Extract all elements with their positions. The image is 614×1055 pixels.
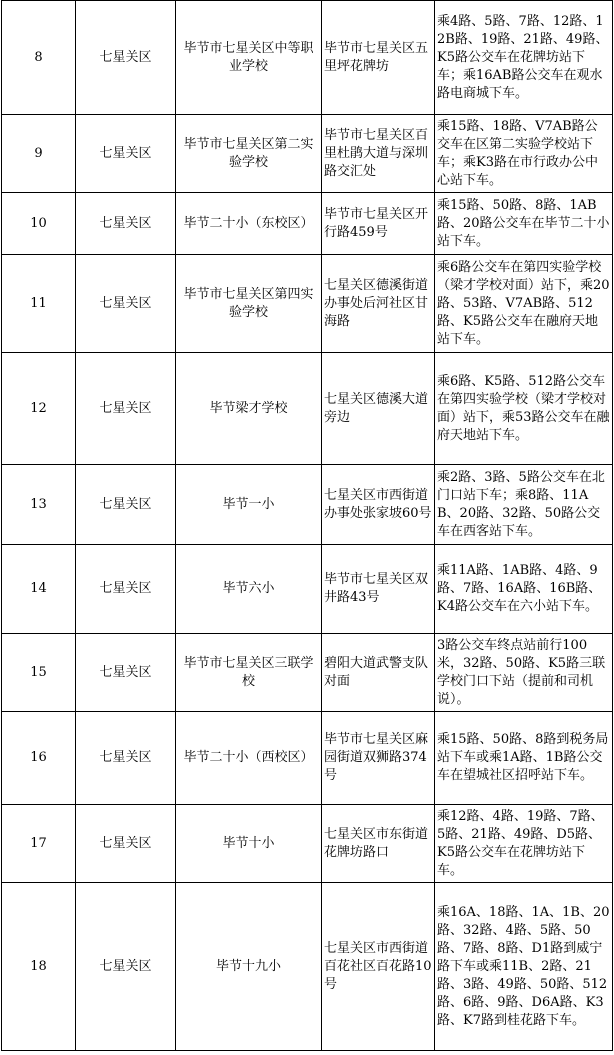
address-cell: 七星关区德溪街道办事处后河社区甘海路 [322, 255, 435, 353]
table-row [2, 805, 613, 883]
table-row [2, 634, 613, 712]
row-number: 9 [2, 115, 76, 193]
address-cell: 毕节市七星关区双井路43号 [322, 545, 435, 634]
row-number: 16 [2, 712, 76, 805]
district-cell: 七星关区 [76, 805, 176, 883]
school-cell: 毕节二十小（西校区） [176, 712, 322, 805]
row-number: 11 [2, 255, 76, 353]
address-cell: 毕节市七星关区五里坪花牌坊 [322, 1, 435, 115]
route-cell: 乘4路、5路、7路、12路、12B路、19路、21路、49路、K5路公交车在花牌坊站下车；乘16AB路公交车在观水路电商城下车。 [435, 1, 613, 115]
school-cell: 毕节市七星关区第四实验学校 [176, 255, 322, 353]
route-cell: 乘12路、4路、19路、7路、5路、21路、49路、D5路、K5路公交车在花牌坊站下车。 [435, 805, 613, 883]
address-cell: 毕节市七星关区开行路459号 [322, 193, 435, 255]
address-cell: 碧阳大道武警支队对面 [322, 634, 435, 712]
row-number: 13 [2, 465, 76, 545]
row-number: 18 [2, 883, 76, 1051]
route-cell: 乘15路、18路、V7AB路公交车在区第二实验学校站下车；乘K3路在市行政办公中心站下车。 [435, 115, 613, 193]
school-cell: 毕节梁才学校 [176, 353, 322, 465]
table-row [2, 193, 613, 255]
route-cell: 乘11A路、1AB路、4路、9路、7路、16A路、16B路、K4路公交车在六小站下车。 [435, 545, 613, 634]
address-cell: 七星关区德溪大道旁边 [322, 353, 435, 465]
district-cell: 七星关区 [76, 883, 176, 1051]
row-number: 15 [2, 634, 76, 712]
district-cell: 七星关区 [76, 465, 176, 545]
district-cell: 七星关区 [76, 255, 176, 353]
bus-route-table [1, 0, 613, 1051]
table-row [2, 353, 613, 465]
route-cell: 乘6路公交车在第四实验学校（梁才学校对面）站下，乘20路、53路、V7AB路、512路、K5路公交车在融府天地站下车。 [435, 255, 613, 353]
school-cell: 毕节市七星关区中等职业学校 [176, 1, 322, 115]
address-cell: 毕节市七星关区麻园街道双狮路374号 [322, 712, 435, 805]
table-row [2, 465, 613, 545]
school-cell: 毕节市七星关区三联学校 [176, 634, 322, 712]
table-row [2, 115, 613, 193]
route-cell: 乘2路、3路、5路公交车在北门口站下车；乘8路、11AB、20路、32路、50路公交车在西客站下车。 [435, 465, 613, 545]
row-number: 14 [2, 545, 76, 634]
district-cell: 七星关区 [76, 115, 176, 193]
district-cell: 七星关区 [76, 353, 176, 465]
row-number: 17 [2, 805, 76, 883]
address-cell: 七星关区市西街道办事处张家坡60号 [322, 465, 435, 545]
table-row [2, 255, 613, 353]
table-row [2, 883, 613, 1051]
table-row [2, 545, 613, 634]
route-cell: 乘15路、50路、8路到税务局站下车或乘1A路、1B路公交车在望城社区招呼站下车。 [435, 712, 613, 805]
route-cell: 3路公交车终点站前行100米，32路、50路、K5路三联学校门口下站（提前和司机说）。 [435, 634, 613, 712]
district-cell: 七星关区 [76, 193, 176, 255]
route-cell: 乘6路、K5路、512路公交车在第四实验学校（梁才学校对面）站下，乘53路公交车在融府天地站下车。 [435, 353, 613, 465]
district-cell: 七星关区 [76, 634, 176, 712]
school-cell: 毕节二十小（东校区） [176, 193, 322, 255]
district-cell: 七星关区 [76, 545, 176, 634]
school-cell: 毕节一小 [176, 465, 322, 545]
school-cell: 毕节市七星关区第二实验学校 [176, 115, 322, 193]
row-number: 8 [2, 1, 76, 115]
school-cell: 毕节十九小 [176, 883, 322, 1051]
address-cell: 七星关区市西街道百花社区百花路10号 [322, 883, 435, 1051]
school-cell: 毕节六小 [176, 545, 322, 634]
row-number: 10 [2, 193, 76, 255]
route-cell: 乘16A、18路、1A、1B、20路、32路、4路、5路、50路、7路、8路、D1路到威宁路下车或乘11B、2路、21路、3路、49路、50路、512路、6路、9路、D6A路、K3路、K7路到桂花路下车。 [435, 883, 613, 1051]
district-cell: 七星关区 [76, 712, 176, 805]
address-cell: 七星关区市东街道花牌坊路口 [322, 805, 435, 883]
address-cell: 毕节市七星关区百里杜鹃大道与深圳路交汇处 [322, 115, 435, 193]
row-number: 12 [2, 353, 76, 465]
table-row [2, 1, 613, 115]
district-cell: 七星关区 [76, 1, 176, 115]
route-cell: 乘15路、50路、8路、1AB路、20路公交车在毕节二十小站下车。 [435, 193, 613, 255]
school-cell: 毕节十小 [176, 805, 322, 883]
table-row [2, 712, 613, 805]
